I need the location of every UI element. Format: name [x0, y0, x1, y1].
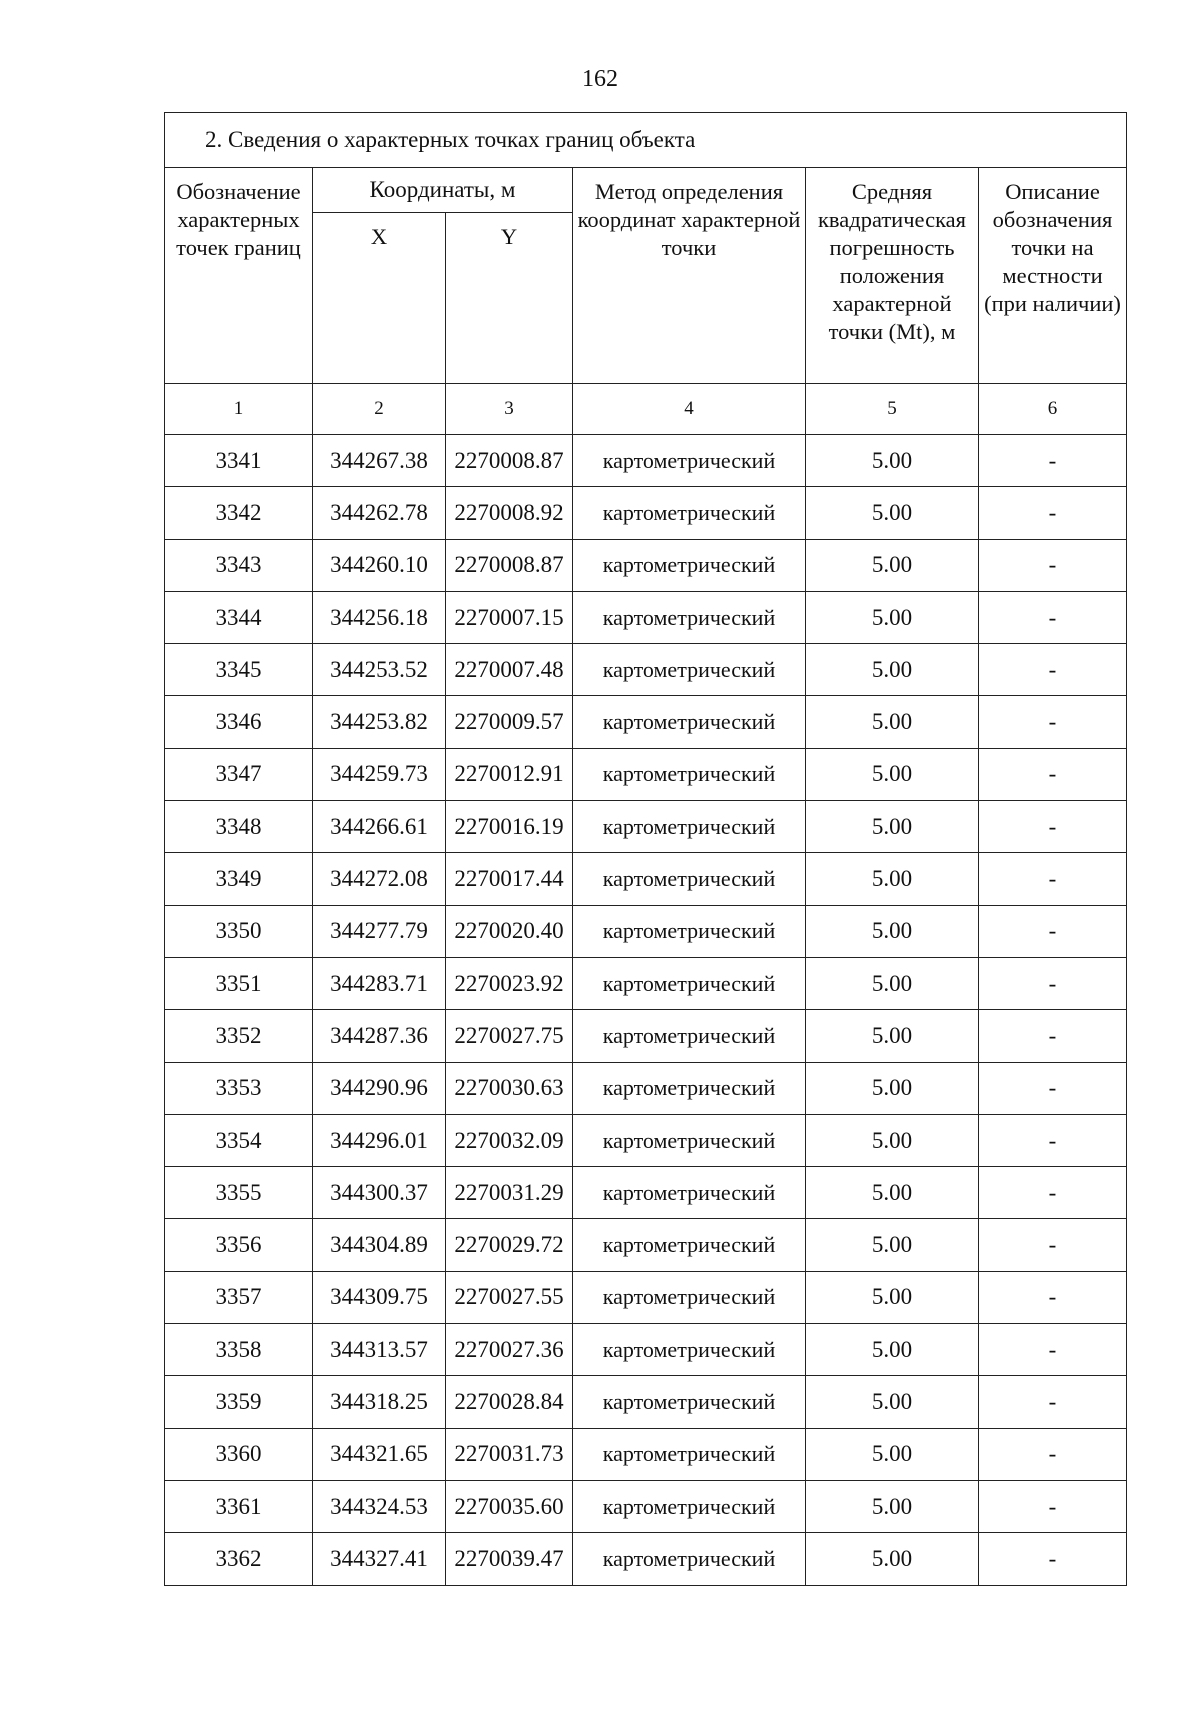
table-row: [165, 957, 1127, 1009]
cell-description: -: [979, 1480, 1127, 1532]
header-method: Метод определения координат характерной точки: [573, 168, 806, 384]
cell-method: картометрический: [573, 957, 806, 1009]
table-row: [165, 644, 1127, 696]
header-point: Обозначение характерных точек границ: [165, 168, 313, 384]
cell-y: 2270027.55: [446, 1271, 573, 1323]
table-row: [165, 748, 1127, 800]
column-number: 4: [573, 384, 806, 435]
cell-method: картометрический: [573, 435, 806, 487]
cell-point: 3362: [165, 1533, 313, 1585]
cell-point: 3356: [165, 1219, 313, 1271]
cell-x: 344272.08: [313, 853, 446, 905]
column-number: 5: [806, 384, 979, 435]
cell-point: 3357: [165, 1271, 313, 1323]
cell-mt: 5.00: [806, 748, 979, 800]
cell-x: 344262.78: [313, 487, 446, 539]
table-row: [165, 1219, 1127, 1271]
cell-y: 2270032.09: [446, 1114, 573, 1166]
table-row: [165, 435, 1127, 487]
cell-description: -: [979, 539, 1127, 591]
cell-method: картометрический: [573, 487, 806, 539]
cell-y: 2270007.48: [446, 644, 573, 696]
cell-mt: 5.00: [806, 1114, 979, 1166]
cell-description: -: [979, 1428, 1127, 1480]
cell-mt: 5.00: [806, 591, 979, 643]
table-row: [165, 1114, 1127, 1166]
table-row: [165, 487, 1127, 539]
cell-method: картометрический: [573, 748, 806, 800]
cell-point: 3358: [165, 1324, 313, 1376]
cell-x: 344283.71: [313, 957, 446, 1009]
table-row: [165, 1062, 1127, 1114]
cell-description: -: [979, 1010, 1127, 1062]
cell-mt: 5.00: [806, 905, 979, 957]
table-row: [165, 1376, 1127, 1428]
cell-mt: 5.00: [806, 853, 979, 905]
cell-y: 2270008.92: [446, 487, 573, 539]
cell-point: 3359: [165, 1376, 313, 1428]
table-title: 2. Сведения о характерных точках границ объекта: [165, 113, 1127, 168]
table-row: [165, 853, 1127, 905]
cell-mt: 5.00: [806, 435, 979, 487]
cell-mt: 5.00: [806, 644, 979, 696]
cell-mt: 5.00: [806, 1219, 979, 1271]
cell-description: -: [979, 1062, 1127, 1114]
cell-x: 344309.75: [313, 1271, 446, 1323]
cell-point: 3360: [165, 1428, 313, 1480]
cell-method: картометрический: [573, 1428, 806, 1480]
cell-description: -: [979, 1114, 1127, 1166]
cell-point: 3352: [165, 1010, 313, 1062]
cell-point: 3347: [165, 748, 313, 800]
cell-mt: 5.00: [806, 1324, 979, 1376]
cell-x: 344300.37: [313, 1167, 446, 1219]
cell-point: 3343: [165, 539, 313, 591]
cell-y: 2270012.91: [446, 748, 573, 800]
cell-y: 2270023.92: [446, 957, 573, 1009]
cell-point: 3345: [165, 644, 313, 696]
cell-y: 2270035.60: [446, 1480, 573, 1532]
cell-x: 344290.96: [313, 1062, 446, 1114]
cell-point: 3346: [165, 696, 313, 748]
cell-point: 3353: [165, 1062, 313, 1114]
cell-point: 3350: [165, 905, 313, 957]
cell-mt: 5.00: [806, 801, 979, 853]
cell-method: картометрический: [573, 1062, 806, 1114]
cell-x: 344304.89: [313, 1219, 446, 1271]
cell-x: 344260.10: [313, 539, 446, 591]
table-row: [165, 1533, 1127, 1585]
cell-mt: 5.00: [806, 1428, 979, 1480]
cell-method: картометрический: [573, 1167, 806, 1219]
cell-mt: 5.00: [806, 1376, 979, 1428]
cell-method: картометрический: [573, 696, 806, 748]
cell-x: 344266.61: [313, 801, 446, 853]
column-number: 3: [446, 384, 573, 435]
cell-description: -: [979, 435, 1127, 487]
cell-x: 344327.41: [313, 1533, 446, 1585]
column-number: 6: [979, 384, 1127, 435]
cell-mt: 5.00: [806, 1010, 979, 1062]
cell-point: 3344: [165, 591, 313, 643]
cell-y: 2270017.44: [446, 853, 573, 905]
table-row: [165, 591, 1127, 643]
header-description: Описание обозначения точки на местности (при наличии): [979, 168, 1127, 384]
cell-mt: 5.00: [806, 1062, 979, 1114]
cell-point: 3341: [165, 435, 313, 487]
cell-point: 3351: [165, 957, 313, 1009]
cell-description: -: [979, 644, 1127, 696]
column-numbers-row: [165, 384, 1127, 435]
table-row: [165, 1271, 1127, 1323]
cell-y: 2270028.84: [446, 1376, 573, 1428]
cell-method: картометрический: [573, 1324, 806, 1376]
cell-x: 344313.57: [313, 1324, 446, 1376]
table-row: [165, 539, 1127, 591]
cell-mt: 5.00: [806, 487, 979, 539]
cell-y: 2270029.72: [446, 1219, 573, 1271]
cell-x: 344256.18: [313, 591, 446, 643]
cell-y: 2270016.19: [446, 801, 573, 853]
cell-x: 344321.65: [313, 1428, 446, 1480]
cell-method: картометрический: [573, 1533, 806, 1585]
cell-y: 2270008.87: [446, 435, 573, 487]
cell-y: 2270031.73: [446, 1428, 573, 1480]
table-row: [165, 905, 1127, 957]
cell-mt: 5.00: [806, 1271, 979, 1323]
cell-y: 2270009.57: [446, 696, 573, 748]
cell-description: -: [979, 1271, 1127, 1323]
table-body: [165, 435, 1127, 1586]
cell-x: 344318.25: [313, 1376, 446, 1428]
cell-method: картометрический: [573, 644, 806, 696]
table-row: [165, 696, 1127, 748]
cell-x: 344277.79: [313, 905, 446, 957]
cell-point: 3348: [165, 801, 313, 853]
cell-description: -: [979, 1167, 1127, 1219]
cell-method: картометрический: [573, 1271, 806, 1323]
cell-x: 344259.73: [313, 748, 446, 800]
cell-method: картометрический: [573, 591, 806, 643]
cell-x: 344253.52: [313, 644, 446, 696]
header-coords: Координаты, м: [313, 168, 573, 213]
cell-y: 2270007.15: [446, 591, 573, 643]
cell-description: -: [979, 1376, 1127, 1428]
cell-mt: 5.00: [806, 1167, 979, 1219]
cell-y: 2270031.29: [446, 1167, 573, 1219]
cell-mt: 5.00: [806, 696, 979, 748]
cell-x: 344324.53: [313, 1480, 446, 1532]
header-row: [165, 168, 1127, 213]
cell-y: 2270027.36: [446, 1324, 573, 1376]
cell-y: 2270030.63: [446, 1062, 573, 1114]
cell-x: 344287.36: [313, 1010, 446, 1062]
table-row: [165, 801, 1127, 853]
cell-method: картометрический: [573, 539, 806, 591]
page-number: 162: [582, 66, 618, 92]
table-title-row: [165, 113, 1127, 168]
cell-description: -: [979, 853, 1127, 905]
cell-y: 2270008.87: [446, 539, 573, 591]
cell-method: картометрический: [573, 905, 806, 957]
cell-method: картометрический: [573, 801, 806, 853]
cell-point: 3342: [165, 487, 313, 539]
table-row: [165, 1167, 1127, 1219]
column-number: 1: [165, 384, 313, 435]
table-row: [165, 1428, 1127, 1480]
cell-x: 344296.01: [313, 1114, 446, 1166]
header-x: X: [313, 213, 446, 384]
column-number: 2: [313, 384, 446, 435]
header-error: Средняя квадратическая погрешность положения характерной точки (Mt), м: [806, 168, 979, 384]
cell-description: -: [979, 487, 1127, 539]
cell-description: -: [979, 748, 1127, 800]
cell-description: -: [979, 591, 1127, 643]
cell-description: -: [979, 1533, 1127, 1585]
cell-x: 344253.82: [313, 696, 446, 748]
cell-description: -: [979, 801, 1127, 853]
cell-y: 2270027.75: [446, 1010, 573, 1062]
cell-method: картометрический: [573, 1114, 806, 1166]
cell-x: 344267.38: [313, 435, 446, 487]
header-y: Y: [446, 213, 573, 384]
cell-description: -: [979, 696, 1127, 748]
table-row: [165, 1480, 1127, 1532]
cell-mt: 5.00: [806, 1533, 979, 1585]
cell-description: -: [979, 1219, 1127, 1271]
cell-method: картометрический: [573, 1480, 806, 1532]
table-row: [165, 1324, 1127, 1376]
table-row: [165, 1010, 1127, 1062]
cell-method: картометрический: [573, 853, 806, 905]
cell-point: 3361: [165, 1480, 313, 1532]
cell-mt: 5.00: [806, 539, 979, 591]
boundary-points-table: [164, 112, 1127, 1586]
cell-point: 3354: [165, 1114, 313, 1166]
cell-y: 2270020.40: [446, 905, 573, 957]
cell-mt: 5.00: [806, 1480, 979, 1532]
cell-mt: 5.00: [806, 957, 979, 1009]
cell-point: 3349: [165, 853, 313, 905]
cell-method: картометрический: [573, 1010, 806, 1062]
cell-description: -: [979, 1324, 1127, 1376]
cell-y: 2270039.47: [446, 1533, 573, 1585]
cell-method: картометрический: [573, 1376, 806, 1428]
cell-description: -: [979, 905, 1127, 957]
cell-method: картометрический: [573, 1219, 806, 1271]
cell-point: 3355: [165, 1167, 313, 1219]
cell-description: -: [979, 957, 1127, 1009]
